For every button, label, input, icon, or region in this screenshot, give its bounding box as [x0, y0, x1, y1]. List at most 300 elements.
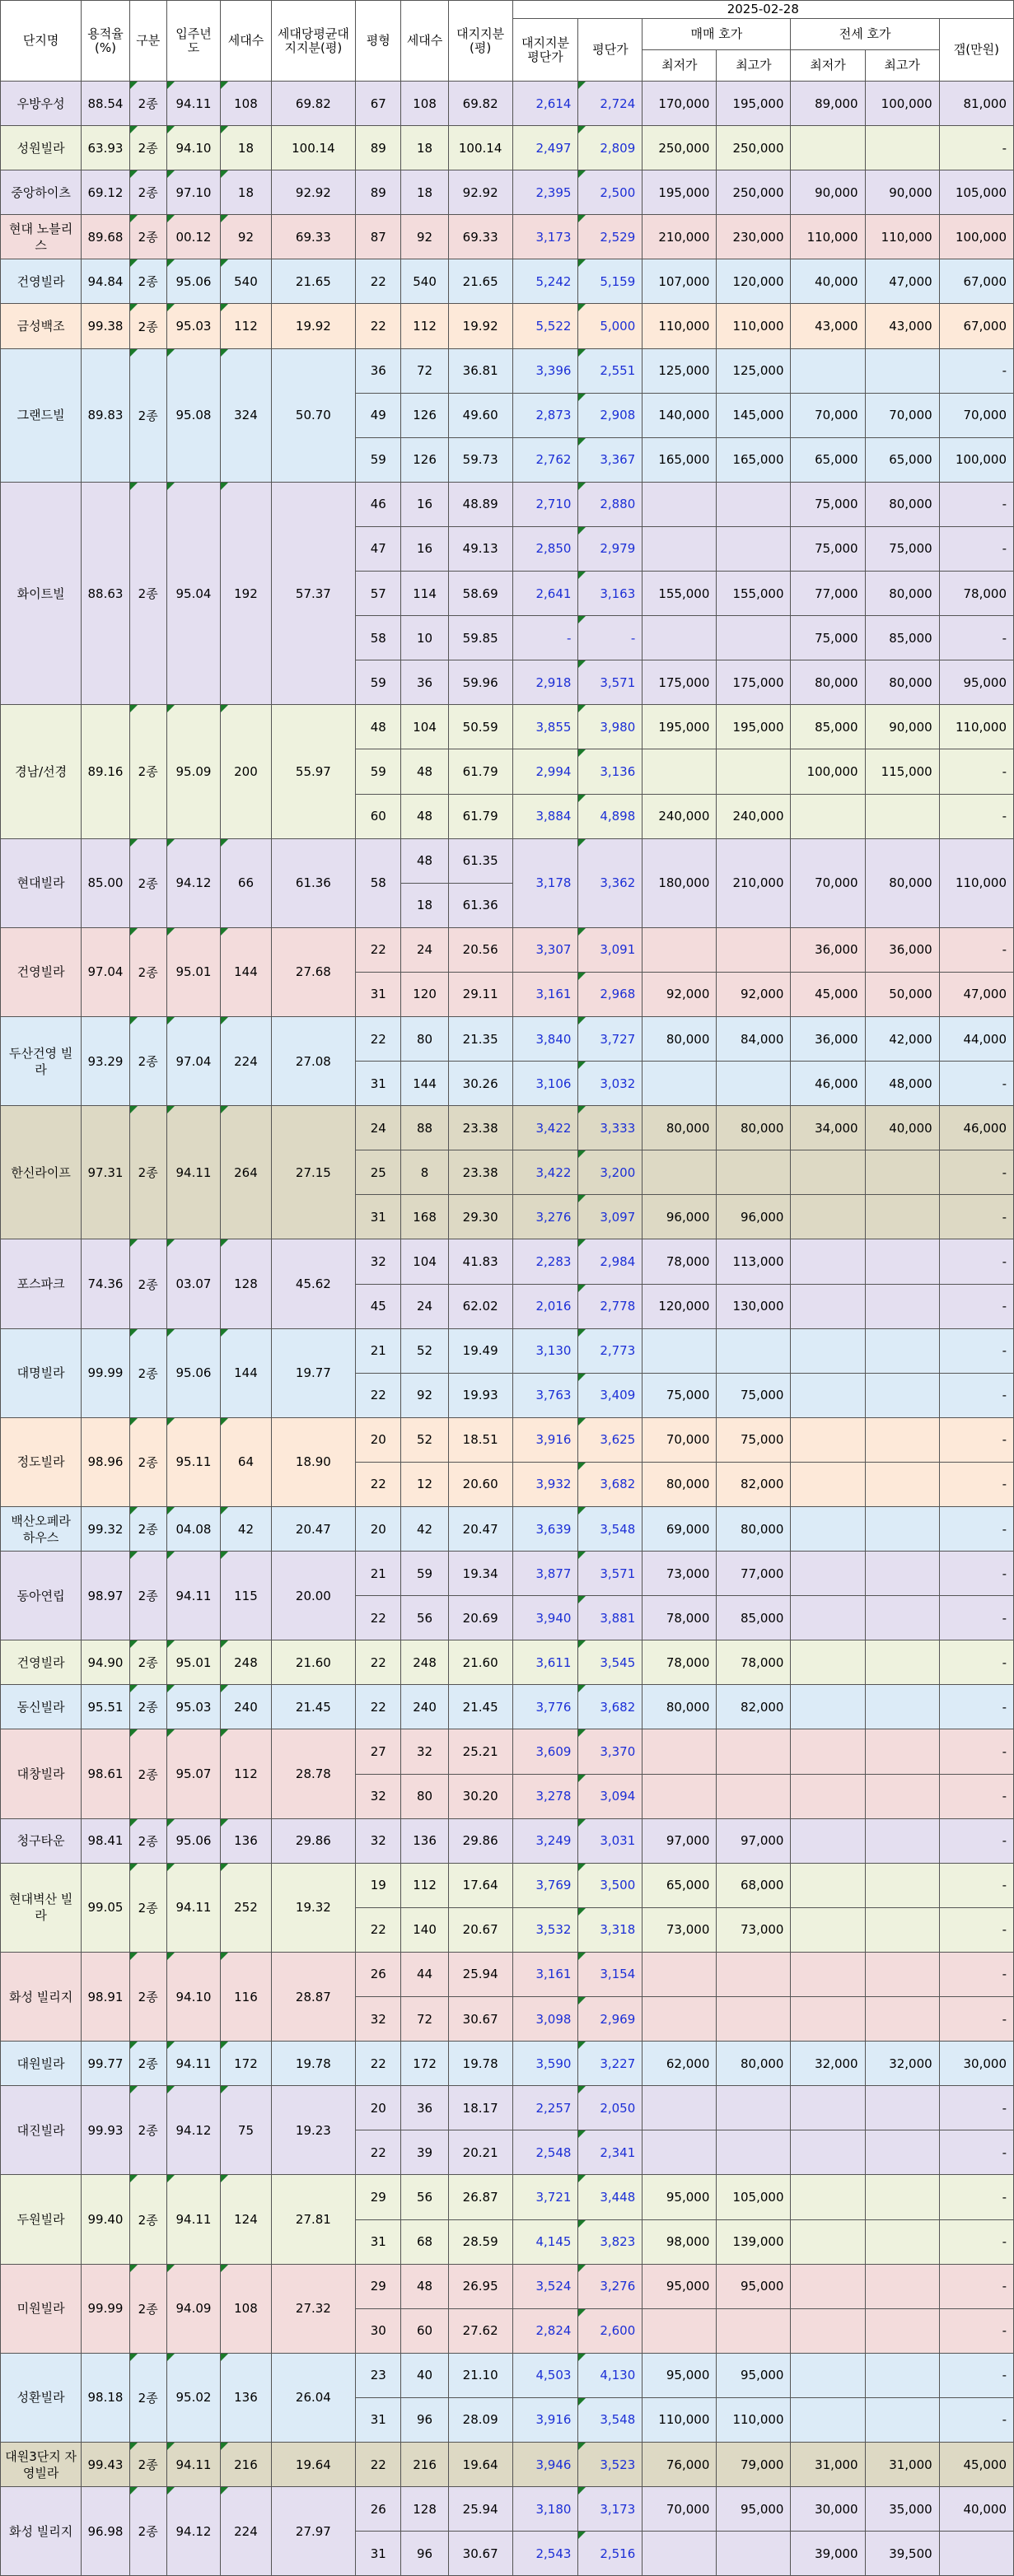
unit-households-cell: 16: [401, 526, 448, 571]
sale-min-cell: 78,000: [643, 1239, 717, 1284]
sale-max-cell: 230,000: [717, 215, 791, 259]
gap-cell: -: [939, 2130, 1013, 2175]
header-households: 세대수: [221, 1, 271, 82]
pyeong-cell: 31: [356, 1062, 401, 1106]
pyeong-cell: 31: [356, 1195, 401, 1239]
households-cell: 18: [221, 126, 271, 170]
households-cell: 252: [221, 1863, 271, 1952]
households-cell: 172: [221, 2042, 271, 2086]
jeonse-min-cell: [791, 1596, 865, 1640]
table-row: [1, 2353, 1014, 2397]
complex-name-cell: 대원빌라: [1, 2042, 82, 2086]
far-cell: 99.99: [82, 2264, 129, 2353]
unit-households-cell: 48: [401, 794, 448, 838]
far-cell: 99.32: [82, 1507, 129, 1552]
jeonse-max-cell: 65,000: [865, 437, 939, 482]
table-row: [1, 348, 1014, 393]
gap-cell: -: [939, 1685, 1013, 1729]
households-cell: 115: [221, 1552, 271, 1640]
header-land-price: 대지지분평단가: [512, 19, 578, 82]
pyeong-price-cell: 3,032: [578, 1062, 643, 1106]
sale-max-cell: 95,000: [717, 2353, 791, 2397]
jeonse-max-cell: 80,000: [865, 572, 939, 616]
sale-max-cell: [717, 1997, 791, 2042]
pyeong-cell: 22: [356, 1907, 401, 1952]
land-share-cell: 27.62: [448, 2308, 512, 2353]
header-sale-max: 최고가: [717, 50, 791, 82]
sale-max-cell: 75,000: [717, 1417, 791, 1462]
jeonse-min-cell: [791, 348, 865, 393]
jeonse-max-cell: 110,000: [865, 215, 939, 259]
zone-cell: 2종: [129, 838, 166, 927]
sale-max-cell: 68,000: [717, 1863, 791, 1907]
pyeong-cell: 23: [356, 2353, 401, 2397]
jeonse-min-cell: 110,000: [791, 215, 865, 259]
gap-cell: -: [939, 1417, 1013, 1462]
avg-land-cell: 27.15: [271, 1106, 355, 1239]
sale-min-cell: 73,000: [643, 1552, 717, 1596]
header-year: 입주년도: [166, 1, 221, 82]
pyeong-price-cell: 3,548: [578, 1507, 643, 1552]
jeonse-min-cell: 75,000: [791, 526, 865, 571]
jeonse-min-cell: [791, 1150, 865, 1195]
sale-min-cell: 107,000: [643, 259, 717, 304]
jeonse-max-cell: 47,000: [865, 259, 939, 304]
table-row: [1, 1552, 1014, 1596]
zone-cell: 2종: [129, 259, 166, 304]
gap-cell: 44,000: [939, 1016, 1013, 1061]
table-row: [1, 1818, 1014, 1863]
gap-cell: 47,000: [939, 972, 1013, 1016]
complex-name-cell: 경남/선경: [1, 705, 82, 838]
jeonse-min-cell: [791, 2130, 865, 2175]
sale-min-cell: 110,000: [643, 2397, 717, 2442]
households-cell: 224: [221, 1016, 271, 1105]
sale-max-cell: 240,000: [717, 794, 791, 838]
unit-households-cell: 52: [401, 1328, 448, 1373]
sale-min-cell: 175,000: [643, 660, 717, 705]
households-cell: 128: [221, 1239, 271, 1328]
header-far: 용적율(%): [82, 1, 129, 82]
avg-land-cell: 69.82: [271, 82, 355, 126]
table-row: [1, 1640, 1014, 1685]
pyeong-cell: 45: [356, 1284, 401, 1328]
far-cell: 99.05: [82, 1863, 129, 1952]
pyeong-cell: 21: [356, 1328, 401, 1373]
land-price-cell: 3,532: [512, 1907, 578, 1952]
jeonse-max-cell: 80,000: [865, 838, 939, 927]
avg-land-cell: 21.60: [271, 1640, 355, 1685]
sale-min-cell: 240,000: [643, 794, 717, 838]
sale-min-cell: [643, 1150, 717, 1195]
pyeong-cell: 32: [356, 1997, 401, 2042]
jeonse-max-cell: 35,000: [865, 2487, 939, 2532]
pyeong-cell: 87: [356, 215, 401, 259]
sale-min-cell: [643, 1062, 717, 1106]
zone-cell: 2종: [129, 1729, 166, 1818]
zone-cell: 2종: [129, 2353, 166, 2442]
year-cell: 95.06: [166, 259, 221, 304]
households-cell: 112: [221, 1729, 271, 1818]
far-cell: 89.16: [82, 705, 129, 838]
jeonse-max-cell: [865, 1774, 939, 1818]
year-cell: 95.06: [166, 1328, 221, 1417]
far-cell: 98.97: [82, 1552, 129, 1640]
unit-households-cell: 36: [401, 660, 448, 705]
header-jeonse: 전세 호가: [791, 19, 939, 50]
gap-cell: -: [939, 2086, 1013, 2130]
jeonse-max-cell: 115,000: [865, 749, 939, 794]
land-share-cell: 69.82: [448, 82, 512, 126]
jeonse-max-cell: [865, 1685, 939, 1729]
pyeong-cell: 20: [356, 2086, 401, 2130]
header-gap: 갭(만원): [939, 19, 1013, 82]
jeonse-min-cell: 43,000: [791, 304, 865, 348]
gap-cell: -: [939, 927, 1013, 972]
pyeong-price-cell: 3,448: [578, 2175, 643, 2219]
gap-cell: -: [939, 348, 1013, 393]
sale-min-cell: 125,000: [643, 348, 717, 393]
pyeong-cell: 59: [356, 749, 401, 794]
unit-households-cell: 72: [401, 1997, 448, 2042]
gap-cell: [939, 2532, 1013, 2576]
gap-cell: -: [939, 2264, 1013, 2308]
jeonse-min-cell: [791, 1239, 865, 1284]
land-price-cell: 2,710: [512, 482, 578, 526]
gap-cell: 67,000: [939, 304, 1013, 348]
households-cell: 540: [221, 259, 271, 304]
unit-households-cell: 88: [401, 1106, 448, 1150]
jeonse-min-cell: 89,000: [791, 82, 865, 126]
land-share-cell: 20.21: [448, 2130, 512, 2175]
land-share-cell: 58.69: [448, 572, 512, 616]
pyeong-price-cell: 3,173: [578, 2487, 643, 2532]
land-share-cell: 26.95: [448, 2264, 512, 2308]
far-cell: 99.43: [82, 2442, 129, 2486]
year-cell: 03.07: [166, 1239, 221, 1328]
pyeong-cell: 57: [356, 572, 401, 616]
unit-households-cell: 126: [401, 393, 448, 437]
far-cell: 88.54: [82, 82, 129, 126]
land-share-cell: 29.30: [448, 1195, 512, 1239]
complex-name-cell: 건영빌라: [1, 1640, 82, 1685]
pyeong-cell: 31: [356, 2219, 401, 2264]
pyeong-price-cell: 3,227: [578, 2042, 643, 2086]
sale-max-cell: 78,000: [717, 1640, 791, 1685]
land-price-cell: 2,641: [512, 572, 578, 616]
pyeong-price-cell: 3,523: [578, 2442, 643, 2486]
jeonse-min-cell: 75,000: [791, 482, 865, 526]
pyeong-cell: 22: [356, 1373, 401, 1417]
year-cell: 95.03: [166, 1685, 221, 1729]
households-cell: 240: [221, 1685, 271, 1729]
land-share-cell: 59.73: [448, 437, 512, 482]
jeonse-min-cell: [791, 1952, 865, 1996]
unit-households-cell: 168: [401, 1195, 448, 1239]
land-price-cell: 3,611: [512, 1640, 578, 1685]
pyeong-price-cell: 3,200: [578, 1150, 643, 1195]
header-sale-min: 최저가: [643, 50, 717, 82]
zone-cell: 2종: [129, 1417, 166, 1506]
land-share-cell: 20.56: [448, 927, 512, 972]
sale-min-cell: 110,000: [643, 304, 717, 348]
table-row: [1, 1863, 1014, 1907]
land-price-cell: 3,590: [512, 2042, 578, 2086]
pyeong-price-cell: 3,370: [578, 1729, 643, 1774]
year-cell: 97.04: [166, 1016, 221, 1105]
pyeong-price-cell: 3,031: [578, 1818, 643, 1863]
pyeong-cell: 19: [356, 1863, 401, 1907]
pyeong-price-cell: 3,097: [578, 1195, 643, 1239]
land-share-cell: 61.36: [448, 883, 512, 927]
land-price-cell: 3,916: [512, 1417, 578, 1462]
households-cell: 264: [221, 1106, 271, 1239]
land-price-cell: 3,396: [512, 348, 578, 393]
far-cell: 98.18: [82, 2353, 129, 2442]
pyeong-cell: 22: [356, 2042, 401, 2086]
header-name: 단지명: [1, 1, 82, 82]
jeonse-min-cell: 75,000: [791, 616, 865, 660]
sale-min-cell: 62,000: [643, 2042, 717, 2086]
header-date: 2025-02-28: [512, 1, 1013, 19]
households-cell: 324: [221, 348, 271, 482]
sale-min-cell: [643, 482, 717, 526]
land-share-cell: 18.51: [448, 1417, 512, 1462]
unit-households-cell: 12: [401, 1462, 448, 1506]
complex-name-cell: 금성백조: [1, 304, 82, 348]
land-price-cell: 3,946: [512, 2442, 578, 2486]
sale-min-cell: 155,000: [643, 572, 717, 616]
sale-min-cell: 250,000: [643, 126, 717, 170]
zone-cell: 2종: [129, 2442, 166, 2486]
pyeong-cell: 32: [356, 1239, 401, 1284]
jeonse-min-cell: 32,000: [791, 2042, 865, 2086]
complex-name-cell: 미원빌라: [1, 2264, 82, 2353]
pyeong-price-cell: 3,367: [578, 437, 643, 482]
zone-cell: 2종: [129, 2086, 166, 2175]
year-cell: 95.11: [166, 1417, 221, 1506]
pyeong-price-cell: 3,276: [578, 2264, 643, 2308]
pyeong-cell: 26: [356, 2487, 401, 2532]
jeonse-min-cell: 65,000: [791, 437, 865, 482]
households-cell: 112: [221, 304, 271, 348]
gap-cell: 95,000: [939, 660, 1013, 705]
land-share-cell: 30.67: [448, 1997, 512, 2042]
land-share-cell: 19.64: [448, 2442, 512, 2486]
sale-min-cell: [643, 2308, 717, 2353]
year-cell: 94.11: [166, 82, 221, 126]
complex-name-cell: 두원빌라: [1, 2175, 82, 2264]
jeonse-max-cell: [865, 1373, 939, 1417]
households-cell: 42: [221, 1507, 271, 1552]
land-share-cell: 30.20: [448, 1774, 512, 1818]
avg-land-cell: 29.86: [271, 1818, 355, 1863]
sale-max-cell: 85,000: [717, 1596, 791, 1640]
sale-max-cell: 120,000: [717, 259, 791, 304]
jeonse-min-cell: [791, 2397, 865, 2442]
sale-max-cell: 250,000: [717, 126, 791, 170]
jeonse-max-cell: 48,000: [865, 1062, 939, 1106]
land-share-cell: 21.45: [448, 1685, 512, 1729]
header-avg-land: 세대당평균대지지분(평): [271, 1, 355, 82]
far-cell: 99.99: [82, 1328, 129, 1417]
unit-households-cell: 24: [401, 1284, 448, 1328]
jeonse-min-cell: [791, 2264, 865, 2308]
jeonse-max-cell: [865, 794, 939, 838]
sale-max-cell: 113,000: [717, 1239, 791, 1284]
land-share-cell: 25.94: [448, 2487, 512, 2532]
land-share-cell: 41.83: [448, 1239, 512, 1284]
jeonse-max-cell: [865, 2353, 939, 2397]
pyeong-price-cell: 3,571: [578, 1552, 643, 1596]
pyeong-price-cell: 3,091: [578, 927, 643, 972]
gap-cell: -: [939, 1373, 1013, 1417]
pyeong-cell: 20: [356, 1417, 401, 1462]
jeonse-max-cell: [865, 1729, 939, 1774]
table-row: [1, 482, 1014, 526]
jeonse-max-cell: 90,000: [865, 705, 939, 749]
sale-min-cell: [643, 1729, 717, 1774]
table-row: [1, 1685, 1014, 1729]
pyeong-price-cell: 2,880: [578, 482, 643, 526]
land-price-cell: 3,249: [512, 1818, 578, 1863]
sale-max-cell: [717, 526, 791, 571]
table-row: [1, 82, 1014, 126]
sale-max-cell: [717, 1062, 791, 1106]
land-share-cell: 36.81: [448, 348, 512, 393]
sale-max-cell: 210,000: [717, 838, 791, 927]
jeonse-min-cell: [791, 1195, 865, 1239]
sale-min-cell: 95,000: [643, 2175, 717, 2219]
unit-households-cell: 540: [401, 259, 448, 304]
avg-land-cell: 50.70: [271, 348, 355, 482]
year-cell: 94.11: [166, 1863, 221, 1952]
sale-min-cell: [643, 1328, 717, 1373]
pyeong-cell: 58: [356, 616, 401, 660]
jeonse-min-cell: 70,000: [791, 838, 865, 927]
jeonse-min-cell: 90,000: [791, 170, 865, 215]
pyeong-price-cell: 2,341: [578, 2130, 643, 2175]
households-cell: 64: [221, 1417, 271, 1506]
far-cell: 98.91: [82, 1952, 129, 2041]
land-share-cell: 62.02: [448, 1284, 512, 1328]
land-share-cell: 59.96: [448, 660, 512, 705]
jeonse-min-cell: [791, 1863, 865, 1907]
gap-cell: -: [939, 2308, 1013, 2353]
avg-land-cell: 57.37: [271, 482, 355, 704]
unit-households-cell: 59: [401, 1552, 448, 1596]
pyeong-cell: 60: [356, 794, 401, 838]
sale-min-cell: 92,000: [643, 972, 717, 1016]
far-cell: 99.93: [82, 2086, 129, 2175]
complex-name-cell: 성원빌라: [1, 126, 82, 170]
zone-cell: 2종: [129, 2264, 166, 2353]
far-cell: 89.83: [82, 348, 129, 482]
jeonse-max-cell: [865, 348, 939, 393]
jeonse-max-cell: [865, 126, 939, 170]
avg-land-cell: 55.97: [271, 705, 355, 838]
table-row: [1, 2487, 1014, 2532]
pyeong-price-cell: 2,809: [578, 126, 643, 170]
pyeong-cell: 59: [356, 660, 401, 705]
land-price-cell: 2,918: [512, 660, 578, 705]
jeonse-min-cell: [791, 1729, 865, 1774]
jeonse-max-cell: [865, 1417, 939, 1462]
complex-name-cell: 화성 빌리지: [1, 1952, 82, 2041]
complex-name-cell: 백산오페라 하우스: [1, 1507, 82, 1552]
avg-land-cell: 27.08: [271, 1016, 355, 1105]
land-price-cell: 3,161: [512, 972, 578, 1016]
pyeong-price-cell: 2,773: [578, 1328, 643, 1373]
jeonse-max-cell: [865, 1907, 939, 1952]
jeonse-max-cell: 31,000: [865, 2442, 939, 2486]
land-share-cell: 49.13: [448, 526, 512, 571]
land-share-cell: 20.47: [448, 1507, 512, 1552]
complex-name-cell: 대명빌라: [1, 1328, 82, 1417]
households-cell: 124: [221, 2175, 271, 2264]
pyeong-cell: 30: [356, 2308, 401, 2353]
jeonse-min-cell: 36,000: [791, 927, 865, 972]
zone-cell: 2종: [129, 927, 166, 1016]
avg-land-cell: 45.62: [271, 1239, 355, 1328]
sale-max-cell: [717, 1328, 791, 1373]
pyeong-cell: 59: [356, 437, 401, 482]
gap-cell: -: [939, 794, 1013, 838]
table-body: [1, 82, 1014, 2576]
complex-name-cell: 청구타운: [1, 1818, 82, 1863]
zone-cell: 2종: [129, 1552, 166, 1640]
sale-max-cell: [717, 1774, 791, 1818]
avg-land-cell: 20.47: [271, 1507, 355, 1552]
sale-min-cell: 80,000: [643, 1016, 717, 1061]
jeonse-min-cell: [791, 2175, 865, 2219]
land-price-cell: 2,824: [512, 2308, 578, 2353]
gap-cell: -: [939, 1596, 1013, 1640]
jeonse-min-cell: 40,000: [791, 259, 865, 304]
table-row: [1, 1016, 1014, 1061]
land-price-cell: 3,130: [512, 1328, 578, 1373]
land-share-cell: 26.87: [448, 2175, 512, 2219]
far-cell: 98.96: [82, 1417, 129, 1506]
sale-max-cell: [717, 1952, 791, 1996]
gap-cell: 40,000: [939, 2487, 1013, 2532]
sale-min-cell: [643, 616, 717, 660]
jeonse-min-cell: 39,000: [791, 2532, 865, 2576]
land-price-cell: 3,877: [512, 1552, 578, 1596]
table-row: [1, 838, 1014, 883]
table-row: [1, 2086, 1014, 2130]
zone-cell: 2종: [129, 215, 166, 259]
land-price-cell: 4,503: [512, 2353, 578, 2397]
zone-cell: 2종: [129, 1863, 166, 1952]
sale-max-cell: 82,000: [717, 1685, 791, 1729]
year-cell: 94.11: [166, 2442, 221, 2486]
complex-name-cell: 현대벽산 빌라: [1, 1863, 82, 1952]
pyeong-price-cell: 3,625: [578, 1417, 643, 1462]
jeonse-max-cell: [865, 1284, 939, 1328]
unit-households-cell: 48: [401, 749, 448, 794]
zone-cell: 2종: [129, 1640, 166, 1685]
sale-min-cell: 98,000: [643, 2219, 717, 2264]
unit-households-cell: 40: [401, 2353, 448, 2397]
households-cell: 216: [221, 2442, 271, 2486]
zone-cell: 2종: [129, 1328, 166, 1417]
table-row: [1, 1729, 1014, 1774]
jeonse-max-cell: [865, 2175, 939, 2219]
pyeong-price-cell: 2,600: [578, 2308, 643, 2353]
far-cell: 97.04: [82, 927, 129, 1016]
sale-max-cell: 155,000: [717, 572, 791, 616]
